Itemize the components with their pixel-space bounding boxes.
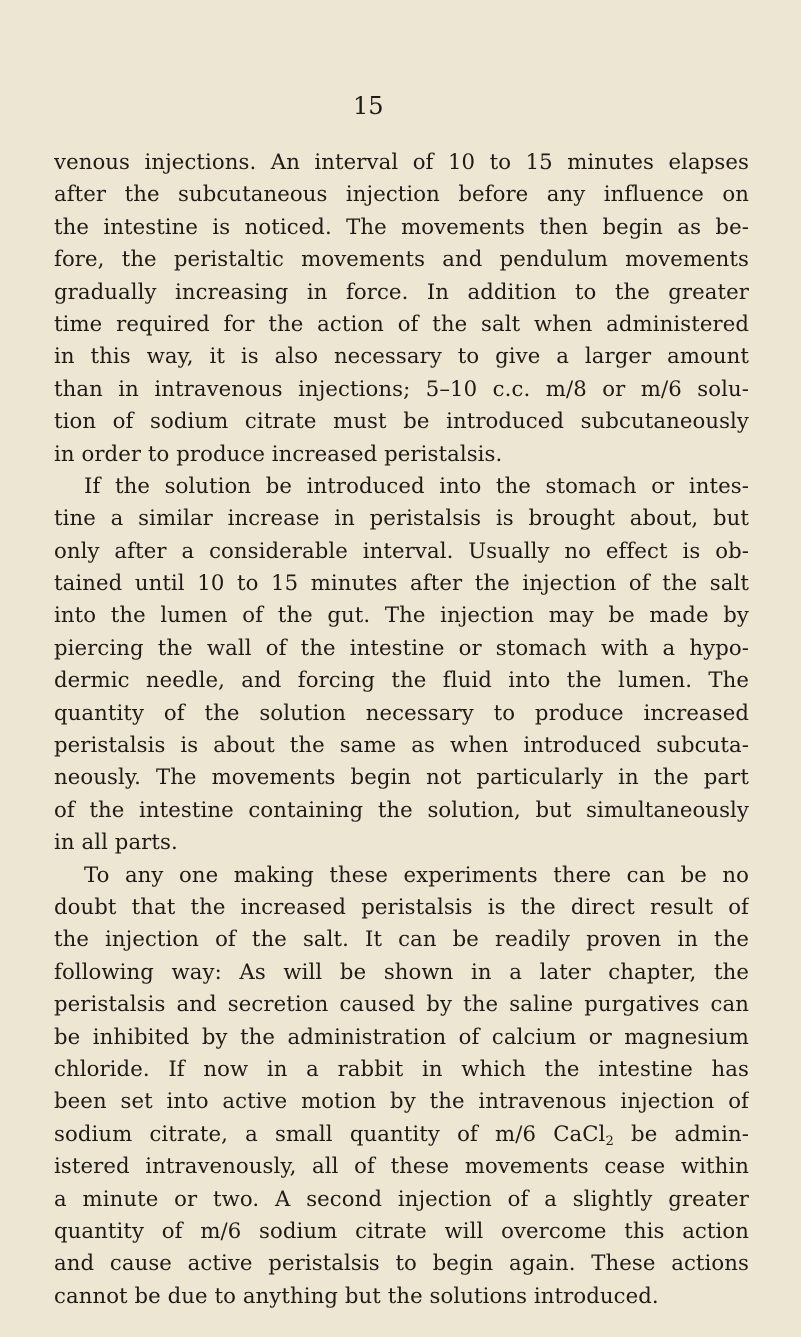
- text-line: time required for the action of the salt when administered: [54, 310, 749, 336]
- text-line: chloride. If now in a rabbit in which the intestine has: [54, 1055, 749, 1081]
- text-line: be inhibited by the administration of calcium or magnesium: [54, 1023, 749, 1049]
- text-line: into the lumen of the gut. The injection may be made by: [54, 602, 749, 628]
- text-line: istered intravenously, all of these movements cease within: [54, 1153, 749, 1179]
- text-line: quantity of m/6 sodium citrate will overcome this action: [54, 1217, 749, 1243]
- text-line: neously. The movements begin not particularly in the part: [54, 764, 749, 790]
- text-line: the intestine is noticed. The movements then begin as be-: [54, 213, 749, 239]
- text-line-with-subscript: [54, 1118, 749, 1150]
- text-line: than in intravenous injections; 5–10 c.c. m/8 or m/6 solu-: [54, 375, 749, 401]
- text-line: If the solution be introduced into the stomach or intes-: [84, 472, 749, 498]
- text-line: peristalsis is about the same as when introduced subcuta-: [54, 732, 749, 758]
- text-line: in order to produce increased peristalsis.: [54, 440, 503, 466]
- text-line-head: sodium citrate, a small quantity of m/6 CaCl: [54, 1120, 606, 1146]
- text-line: after the subcutaneous injection before any influence on: [54, 181, 749, 207]
- text-line: in all parts.: [54, 829, 178, 855]
- text-line: of the intestine containing the solution, but simultaneously: [54, 796, 749, 822]
- text-line: quantity of the solution necessary to produce increased: [54, 699, 749, 725]
- text-line: gradually increasing in force. In addition to the greater: [54, 278, 749, 304]
- text-line: in this way, it is also necessary to give a larger amount: [54, 343, 749, 369]
- text-line: only after a considerable interval. Usually no effect is ob-: [54, 537, 749, 563]
- body-text: [54, 146, 749, 1312]
- text-line: tine a similar increase in peristalsis is brought about, but: [54, 505, 749, 531]
- text-line: a minute or two. A second injection of a slightly greater: [54, 1185, 749, 1211]
- text-line: tained until 10 to 15 minutes after the injection of the salt: [54, 570, 749, 596]
- text-line: following way: As will be shown in a later chapter, the: [54, 958, 749, 984]
- text-line: doubt that the increased peristalsis is the direct result of: [54, 893, 749, 919]
- text-line: To any one making these experiments there can be no: [84, 861, 749, 887]
- text-line: cannot be due to anything but the solutions introduced.: [54, 1282, 659, 1308]
- text-line: dermic needle, and forcing the fluid into the lumen. The: [54, 667, 749, 693]
- text-line: peristalsis and secretion caused by the saline purgatives can: [54, 991, 749, 1017]
- text-line: been set into active motion by the intravenous injection of: [54, 1088, 749, 1114]
- page-number: 15: [353, 92, 384, 120]
- subscript: 2: [605, 1133, 614, 1149]
- text-line: and cause active peristalsis to begin again. These actions: [54, 1250, 749, 1276]
- text-line: venous injections. An interval of 10 to 15 minutes elapses: [54, 149, 749, 174]
- text-line-tail: be admin-: [613, 1120, 749, 1146]
- text-line: the injection of the salt. It can be readily proven in the: [54, 926, 749, 952]
- text-line: fore, the peristaltic movements and pendulum movements: [54, 246, 749, 272]
- text-line: piercing the wall of the intestine or stomach with a hypo-: [54, 634, 749, 660]
- text-line: tion of sodium citrate must be introduced subcutaneously: [54, 408, 749, 434]
